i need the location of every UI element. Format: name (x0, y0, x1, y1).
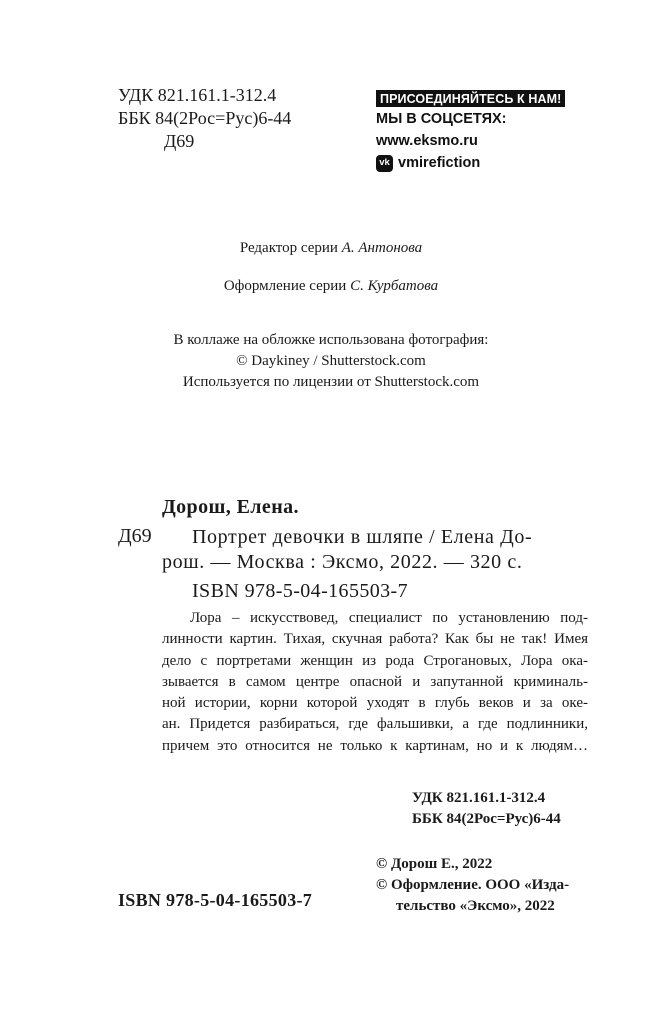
footer-classification-codes (412, 788, 561, 830)
annotation-line: зывается в самом центре опасной и запутанной криминаль- (162, 673, 588, 690)
editor-credit (0, 238, 662, 258)
copyright-author: © Дорош Е., 2022 (376, 856, 493, 872)
website-link[interactable]: www.eksmo.ru (376, 133, 478, 149)
editor-name: А. Антонова (341, 240, 423, 256)
annotation-line: причем это относится не только к картинам, но и к людям… (162, 737, 588, 754)
header-classification-codes (118, 84, 291, 153)
collage-line-3: Используется по лицензии от Shutterstock.com (182, 374, 480, 390)
bbk-code: ББК 84(2Рос=Рус)6-44 (118, 108, 292, 128)
collage-line-1: В коллаже на обложке использована фотография: (173, 332, 489, 348)
join-us-banner: ПРИСОЕДИНЯЙТЕСЬ К НАМ! (376, 90, 565, 107)
design-name: С. Курбатова (350, 278, 439, 294)
copyright-design-line-1: © Оформление. ООО «Изда- (376, 877, 570, 893)
copyright-block (376, 854, 569, 917)
design-credit (0, 276, 662, 296)
collage-line-2: © Daykiney / Shutterstock.com (236, 353, 426, 369)
vk-icon: vk (376, 155, 393, 172)
annotation-line: дело с портретами женщин из рода Строгановых, Лора ока- (162, 652, 588, 669)
vk-link[interactable] (376, 152, 565, 174)
annotation-line: линности картин. Тихая, скучная работа? Как бы не так! Имея (162, 631, 588, 648)
annotation-line: Лора – искусствовед, специалист по установлению под- (190, 610, 588, 626)
card-code: Д69 (118, 525, 152, 547)
card-isbn: ISBN 978-5-04-165503-7 (192, 580, 409, 602)
vk-handle: vmirefiction (398, 155, 481, 171)
footer-udk-code: УДК 821.161.1-312.4 (412, 790, 546, 806)
social-block (376, 90, 565, 174)
editor-label: Редактор серии (239, 240, 338, 256)
footer-isbn: ISBN 978-5-04-165503-7 (118, 890, 313, 910)
cover-photo-credit (0, 330, 662, 393)
social-subtitle: МЫ В СОЦСЕТЯХ: (376, 111, 507, 127)
annotation-line: ан. Придется разбираться, где фальшивки, а где подлинники, (162, 716, 588, 733)
card-title-line-1: Портрет девочки в шляпе / Елена До- (192, 526, 533, 548)
card-author: Дорош, Елена. (162, 496, 299, 518)
annotation-line: ной истории, корни которой уходят в глубь веков и за оке- (162, 695, 588, 712)
card-title-line-2: рош. — Москва : Эксмо, 2022. — 320 с. (162, 551, 523, 573)
udk-code: УДК 821.161.1-312.4 (118, 85, 277, 105)
annotation (162, 608, 588, 757)
copyright-design-line-2: тельство «Эксмо», 2022 (396, 898, 555, 914)
author-mark: Д69 (164, 131, 195, 151)
card-title (162, 525, 532, 575)
footer-bbk-code: ББК 84(2Рос=Рус)6-44 (412, 811, 561, 827)
design-label: Оформление серии (223, 278, 347, 294)
